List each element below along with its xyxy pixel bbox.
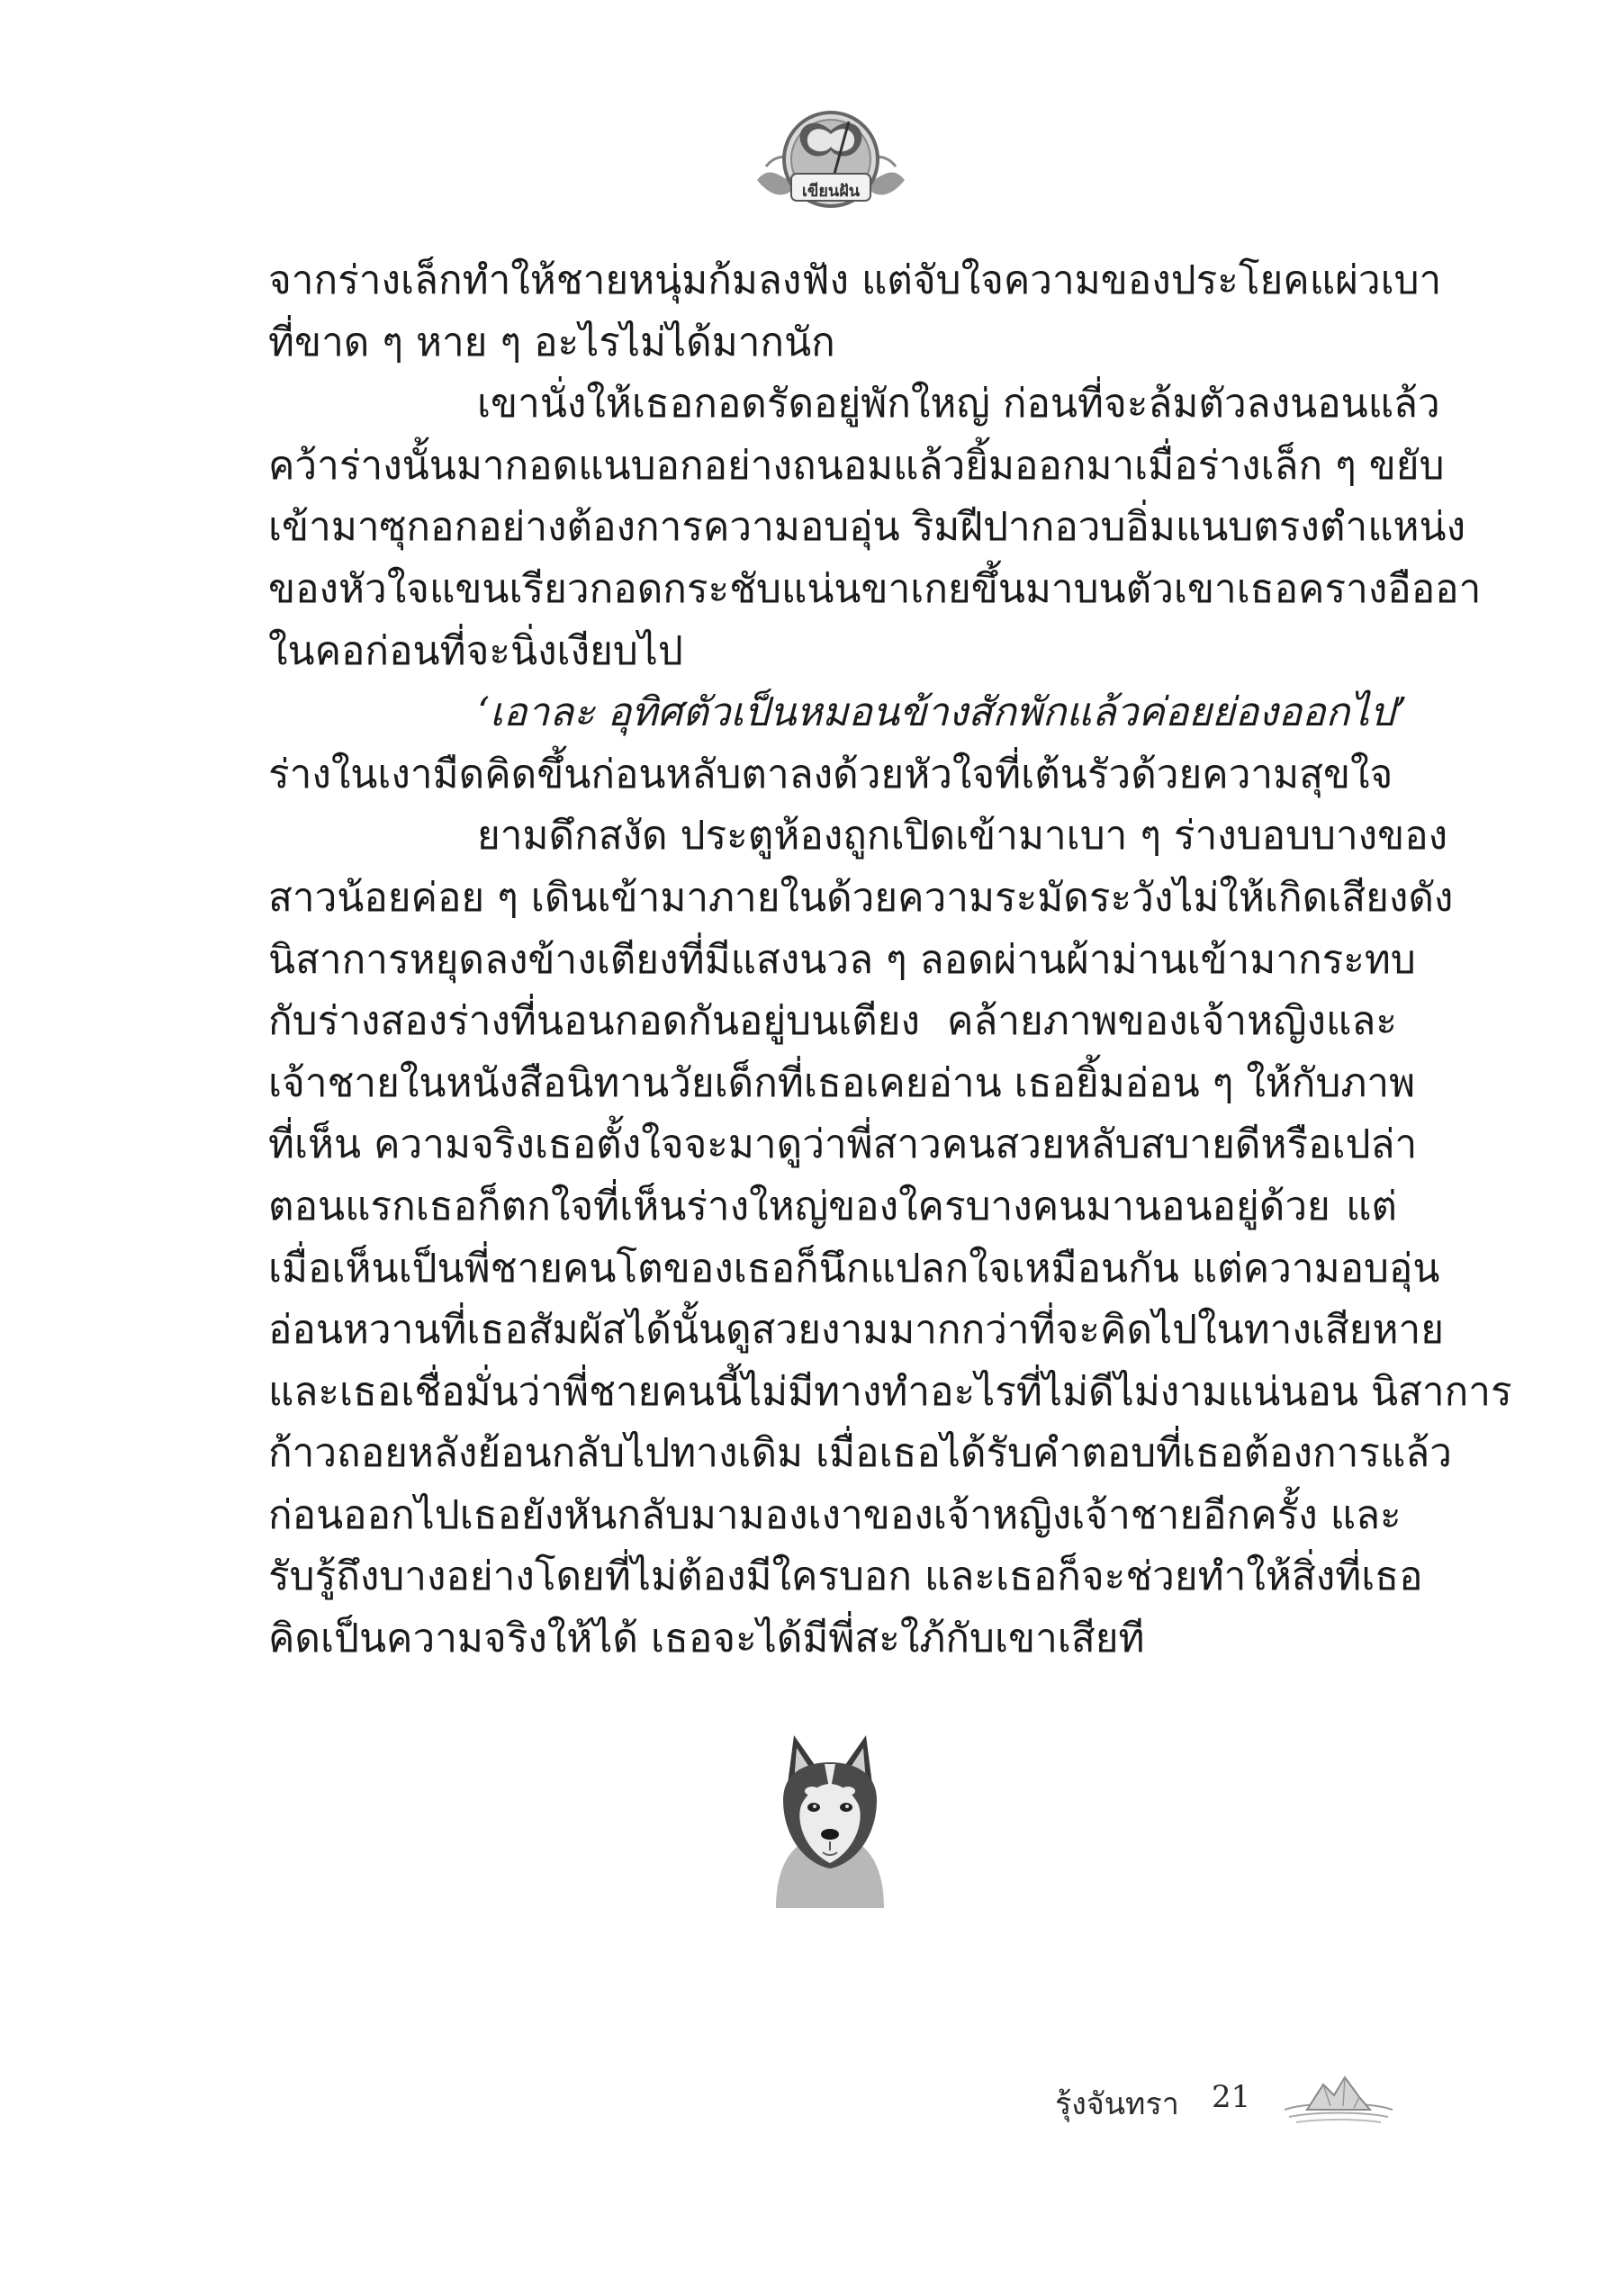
text-line: ร่างในเงามืดคิดขึ้นก่อนหลับตาลงด้วยหัวใจที่เต้นรัวด้วยความสุขใจ — [268, 751, 1393, 797]
text-line: เมื่อเห็นเป็นพี่ชายคนโตของเธอก็นึกแปลกใจเหมือนกัน แต่ความอบอุ่น — [268, 1245, 1440, 1292]
text-line: เขานั่งให้เธอกอดรัดอยู่พักใหญ่ ก่อนที่จะล้มตัวลงนอนแล้ว — [477, 381, 1440, 428]
page-number: 21 — [1212, 2079, 1251, 2115]
husky-dog-illustration — [767, 1728, 893, 1908]
iceberg-ornament-icon — [1280, 2070, 1397, 2129]
text-line: และเธอเชื่อมั่นว่าพี่ชายคนนี้ไม่มีทางทำอะไรที่ไม่ดีไม่งามแน่นอน นิสาการ — [268, 1368, 1512, 1415]
page-footer — [1044, 2070, 1422, 2133]
book-title: รุ้งจันทรา — [1055, 2086, 1179, 2122]
text-line: ในคอก่อนที่จะนิ่งเงียบไป — [268, 627, 683, 674]
text-line: กับร่างสองร่างที่นอนกอดกันอยู่บนเตียง คล้ายภาพของเจ้าหญิงและ — [268, 998, 1397, 1045]
text-line: สาวน้อยค่อย ๆ เดินเข้ามาภายในด้วยความระมัดระวังไม่ให้เกิดเสียงดัง — [268, 874, 1454, 921]
logo-text: เขียนฝัน — [801, 182, 861, 201]
text-line: ที่ขาด ๆ หาย ๆ อะไรไม่ได้มากนัก — [268, 319, 835, 365]
top-ornament-logo — [748, 95, 914, 230]
text-line: คิดเป็นความจริงให้ได้ เธอจะได้มีพี่สะใภ้กับเขาเสียที — [268, 1616, 1145, 1662]
text-line: ก้าวถอยหลังย้อนกลับไปทางเดิม เมื่อเธอได้รับคำตอบที่เธอต้องการแล้ว — [268, 1430, 1452, 1477]
text-line: จากร่างเล็กทำให้ชายหนุ่มก้มลงฟัง แต่จับใจความของประโยคแผ่วเบา — [268, 257, 1442, 303]
text-line: อ่อนหวานที่เธอสัมผัสได้นั้นดูสวยงามมากกว่าที่จะคิดไปในทางเสียหาย — [268, 1307, 1445, 1354]
text-line: ก่อนออกไปเธอยังหันกลับมามองเงาของเจ้าหญิงเจ้าชายอีกครั้ง และ — [268, 1491, 1402, 1538]
text-line: ตอนแรกเธอก็ตกใจที่เห็นร่างใหญ่ของใครบางคนมานอนอยู่ด้วย แต่ — [268, 1183, 1397, 1229]
husky-dog-icon — [767, 1728, 893, 1908]
text-line: เจ้าชายในหนังสือนิทานวัยเด็กที่เธอเคยอ่าน เธอยิ้มอ่อน ๆ ให้กับภาพ — [268, 1059, 1416, 1106]
ornament-logo-icon — [748, 95, 914, 230]
text-line: เข้ามาซุกอกอย่างต้องการความอบอุ่น ริมฝีปากอวบอิ่มแนบตรงตำแหน่ง — [268, 504, 1466, 551]
body-text — [268, 250, 1512, 1670]
text-line: รับรู้ถึงบางอย่างโดยที่ไม่ต้องมีใครบอก และเธอก็จะช่วยทำให้สิ่งที่เธอ — [268, 1553, 1423, 1600]
text-line: ที่เห็น ความจริงเธอตั้งใจจะมาดูว่าพี่สาวคนสวยหลับสบายดีหรือเปล่า — [268, 1121, 1418, 1168]
text-line: ของหัวใจแขนเรียวกอดกระชับแน่นขาเกยขึ้นมาบนตัวเขาเธอครางอืออา — [268, 565, 1482, 612]
text-line: คว้าร่างนั้นมากอดแนบอกอย่างถนอมแล้วยิ้มออกมาเมื่อร่างเล็ก ๆ ขยับ — [268, 442, 1445, 489]
text-line-thought: ‘เอาละ อุทิศตัวเป็นหมอนข้างสักพักแล้วค่อยย่องออกไป’ — [477, 689, 1408, 736]
text-line: ยามดึกสงัด ประตูห้องถูกเปิดเข้ามาเบา ๆ ร่างบอบบางของ — [477, 813, 1448, 860]
text-line: นิสาการหยุดลงข้างเตียงที่มีแสงนวล ๆ ลอดผ่านผ้าม่านเข้ามากระทบ — [268, 936, 1416, 983]
